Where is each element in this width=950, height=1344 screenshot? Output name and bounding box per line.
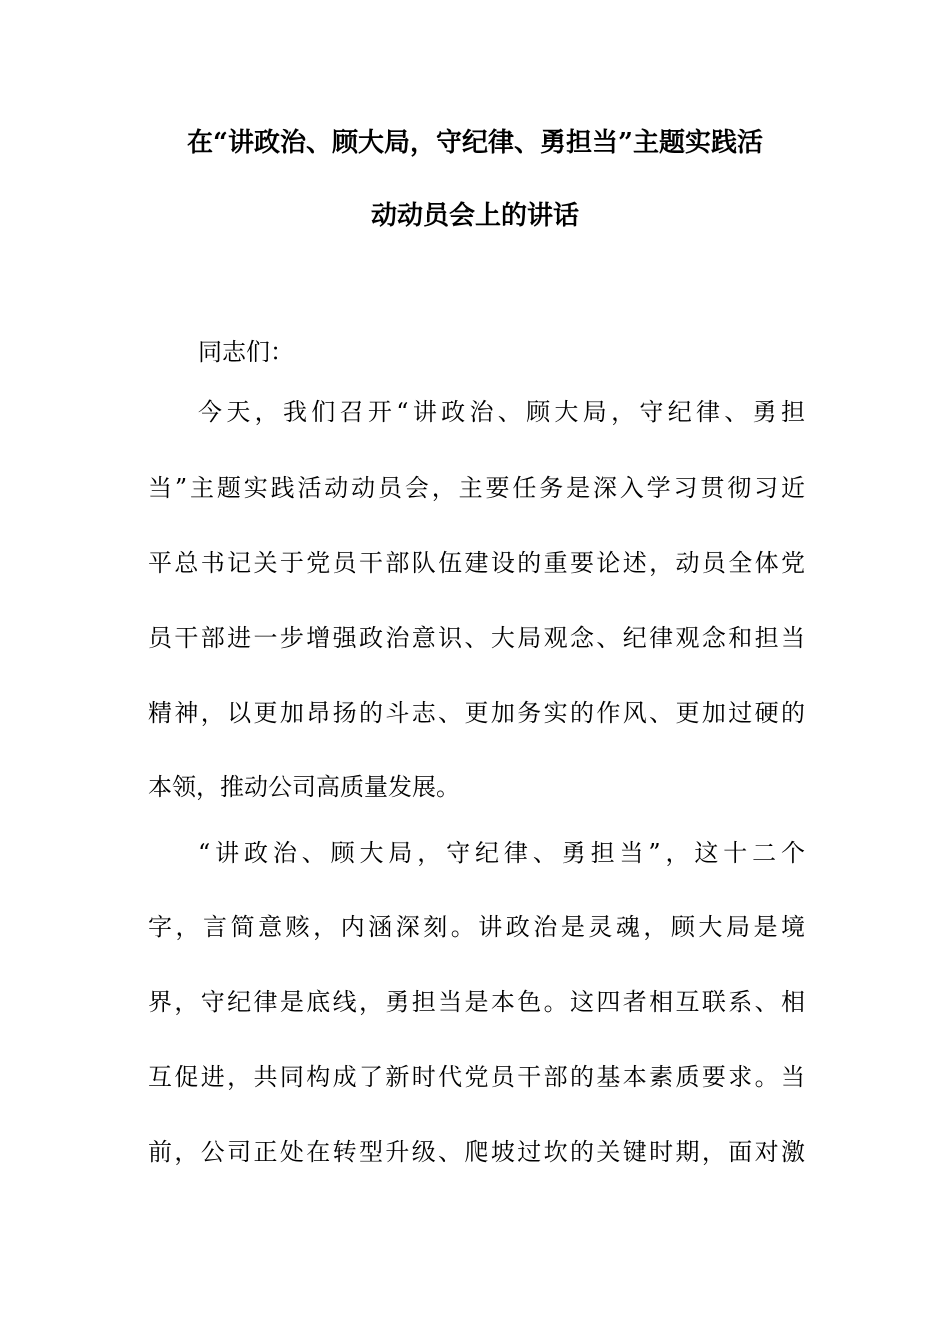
paragraph-line: 平总书记关于党员干部队伍建设的重要论述，动员全体党 — [148, 549, 805, 577]
paragraph-line: 字，言简意赅，内涵深刻。讲政治是灵魂，顾大局是境 — [148, 913, 805, 941]
paragraph-line: 前，公司正处在转型升级、爬坡过坎的关键时期，面对激 — [148, 1138, 805, 1166]
paragraph-line: 界，守纪律是底线，勇担当是本色。这四者相互联系、相 — [148, 988, 805, 1016]
paragraph-line: 本领，推动公司高质量发展。 — [148, 773, 460, 801]
paragraph-line: 今天，我们召开“讲政治、顾大局，守纪律、勇担 — [198, 398, 805, 426]
paragraph-line: 互促进，共同构成了新时代党员干部的基本素质要求。当 — [148, 1063, 805, 1091]
paragraph-line: “讲政治、顾大局，守纪律、勇担当”，这十二个 — [198, 839, 805, 867]
salutation: 同志们： — [198, 338, 294, 366]
paragraph-line: 当”主题实践活动动员会，主要任务是深入学习贯彻习近 — [148, 474, 805, 502]
title-line-1: 在“讲政治、顾大局，守纪律、勇担当”主题实践活 — [187, 128, 763, 158]
paragraph-line: 精神，以更加昂扬的斗志、更加务实的作风、更加过硬的 — [148, 699, 805, 727]
paragraph-line: 员干部进一步增强政治意识、大局观念、纪律观念和担当 — [148, 624, 805, 652]
title-line-2: 动动员会上的讲话 — [370, 201, 579, 231]
